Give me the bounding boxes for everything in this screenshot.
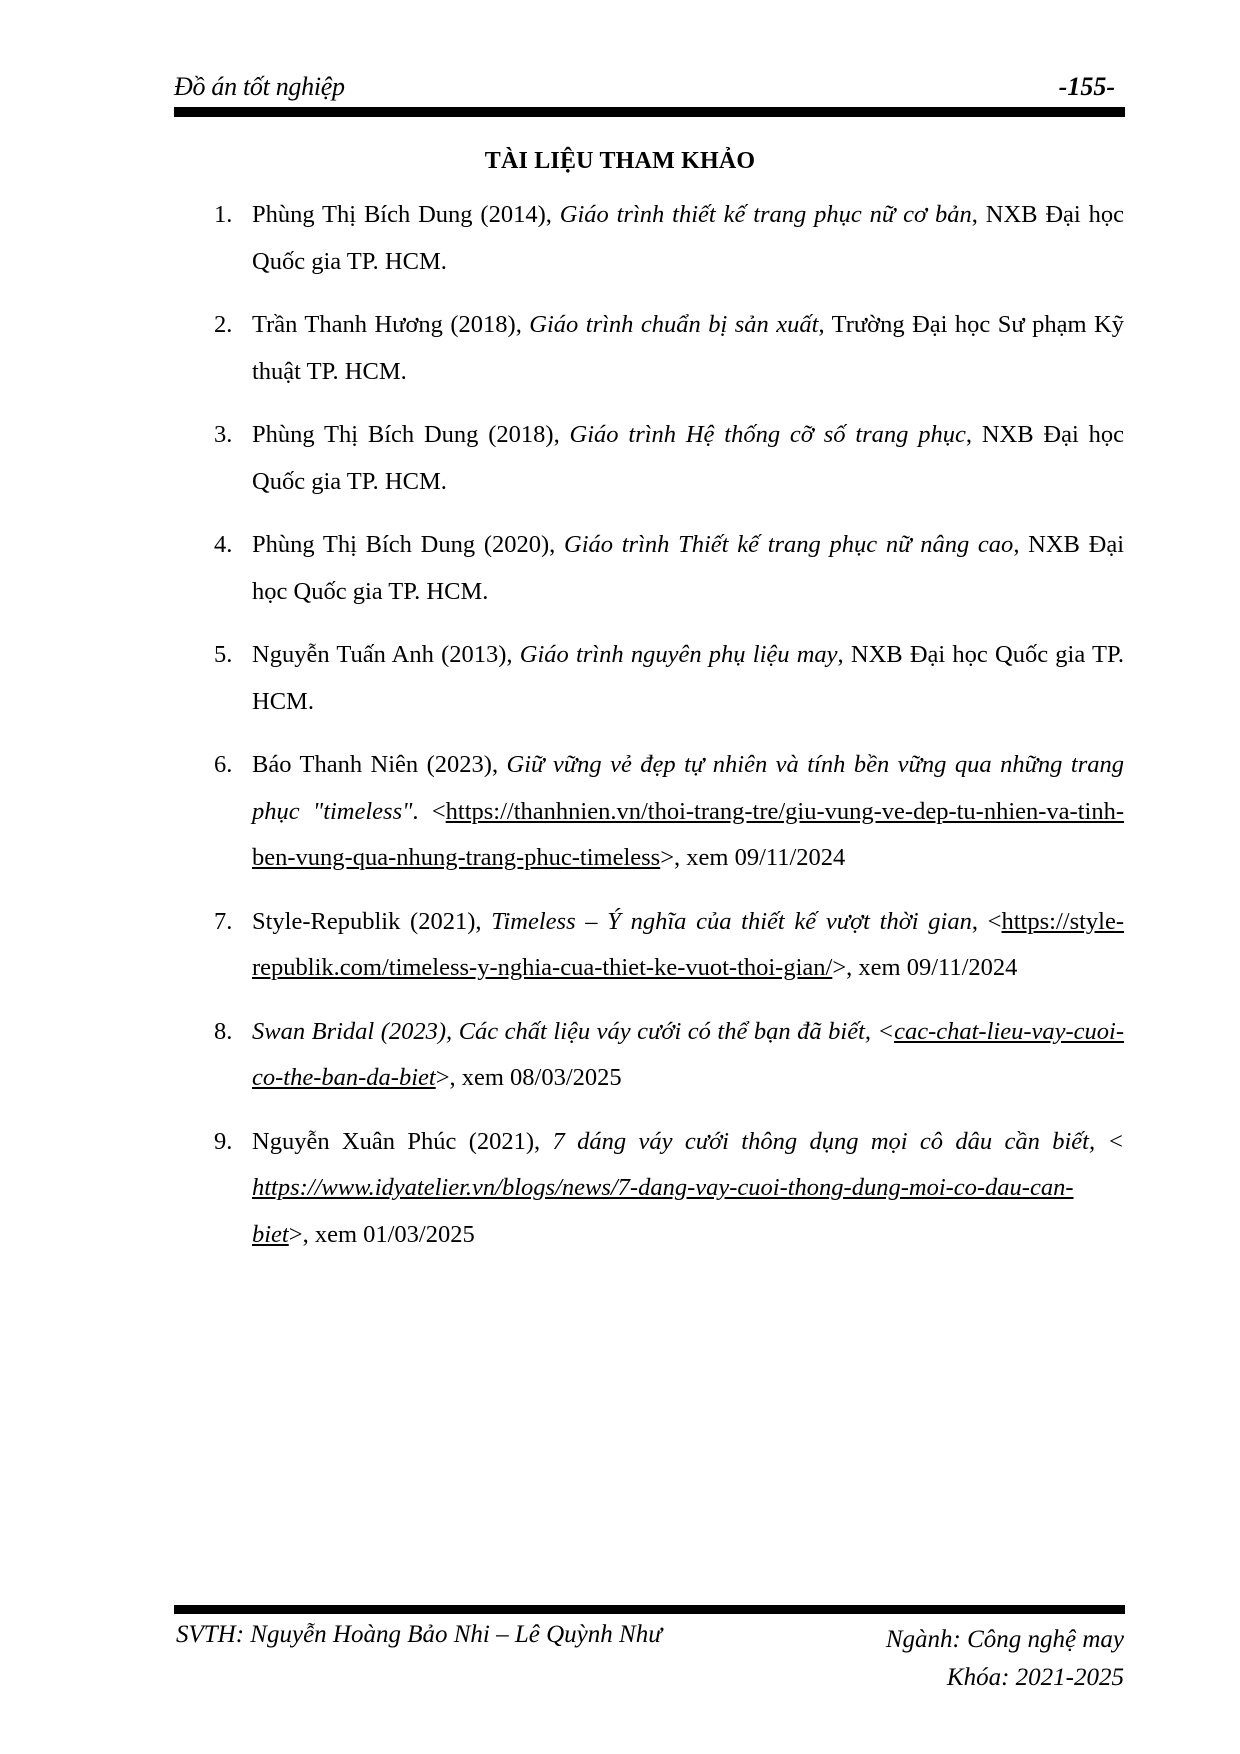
reference-list (214, 192, 1124, 1275)
reference-number: 4. (214, 531, 233, 558)
reference-title: Giáo trình chuẩn bị sản xuất (529, 311, 819, 338)
reference-number: 2. (214, 311, 233, 338)
reference-link[interactable]: cac-chat-lieu-vay-cuoi-co-the-ban-da-biet (252, 1017, 1124, 1091)
reference-item: 5. Nguyễn Tuấn Anh (2013), Giáo trình nguyên phụ liệu may, NXB Đại học Quốc gia TP. HCM. (214, 632, 1124, 725)
reference-item: 4. Phùng Thị Bích Dung (2020), Giáo trình Thiết kế trang phục nữ nâng cao, NXB Đại học Quốc gia TP. HCM. (214, 522, 1124, 615)
reference-title: Timeless – Ý nghĩa của thiết kế vượt thời gian (491, 907, 972, 935)
reference-number: 1. (214, 201, 233, 228)
reference-title: Giáo trình thiết kế trang phục nữ cơ bản (559, 201, 972, 228)
footer-info (886, 1621, 1124, 1697)
reference-number: 6. (214, 751, 233, 778)
reference-link[interactable]: https://www.idyatelier.vn/blogs/news/7-dang-vay-cuoi-thong-dung-moi-co-dau-can-biet (252, 1174, 1074, 1248)
page-number: -155- (1058, 72, 1115, 101)
reference-item: 2. Trần Thanh Hương (2018), Giáo trình chuẩn bị sản xuất, Trường Đại học Sư phạm Kỹ thuật TP. HCM. (214, 302, 1124, 395)
reference-item: 6. Báo Thanh Niên (2023), Giữ vững vẻ đẹp tự nhiên và tính bền vững qua những trang phục "timeless". <https://thanhnien.vn/thoi-trang-tre/giu-vung-ve-dep-tu-nhien-va-tinh-ben-vung-qua-nhung-trang-phuc-timeless>, xem 09/11/2024 (214, 742, 1124, 882)
reference-item: 7. Style-Republik (2021), Timeless – Ý nghĩa của thiết kế vượt thời gian, <https://style-republik.com/timeless-y-nghia-cua-thiet-ke-vuot-thoi-gian/>, xem 09/11/2024 (214, 899, 1124, 992)
reference-item: 9. Nguyễn Xuân Phúc (2021), 7 dáng váy cưới thông dụng mọi cô dâu cần biết, < https://www.idyatelier.vn/blogs/news/7-dang-vay-cuoi-thong-dung-moi-co-dau-can-biet>, xem 01/03/2025 (214, 1119, 1124, 1259)
reference-number: 3. (214, 421, 233, 448)
reference-item: 8. Swan Bridal (2023), Các chất liệu váy cưới có thể bạn đã biết, <cac-chat-lieu-vay-cuoi-co-the-ban-da-biet>, xem 08/03/2025 (214, 1009, 1124, 1102)
reference-number: 9. (214, 1127, 233, 1155)
reference-title: 7 dáng váy cưới thông dụng mọi cô dâu cần biết, < (552, 1127, 1125, 1155)
reference-link[interactable]: https://style-republik.com/timeless-y-nghia-cua-thiet-ke-vuot-thoi-gian/ (252, 907, 1124, 981)
reference-number: 5. (214, 641, 233, 668)
header-title: Đồ án tốt nghiệp (174, 72, 345, 101)
reference-item: 1. Phùng Thị Bích Dung (2014), Giáo trình thiết kế trang phục nữ cơ bản, NXB Đại học Quốc gia TP. HCM. (214, 192, 1124, 285)
reference-link[interactable]: https://thanhnien.vn/thoi-trang-tre/giu-vung-ve-dep-tu-nhien-va-tinh-ben-vung-qua-nhung-trang-phuc-timeless (252, 797, 1124, 871)
reference-title: Giữ vững vẻ đẹp tự nhiên và tính bền vững qua những trang phục "timeless" (252, 751, 1124, 825)
reference-title: Giáo trình Hệ thống cỡ số trang phục (569, 421, 966, 448)
reference-title: Swan Bridal (2023), Các chất liệu váy cưới có thể bạn đã biết, < (252, 1017, 895, 1045)
footer-divider (174, 1605, 1125, 1614)
reference-title: Giáo trình Thiết kế trang phục nữ nâng cao (564, 531, 1014, 558)
footer-major: Ngành: Công nghệ may (885, 1626, 1124, 1653)
reference-number: 8. (214, 1017, 233, 1045)
footer-authors: SVTH: Nguyễn Hoàng Bảo Nhi – Lê Quỳnh Như (176, 1621, 662, 1648)
header-divider (174, 107, 1125, 117)
section-title: TÀI LIỆU THAM KHẢO (484, 148, 756, 174)
footer-course: Khóa: 2021-2025 (946, 1664, 1124, 1691)
reference-item: 3. Phùng Thị Bích Dung (2018), Giáo trình Hệ thống cỡ số trang phục, NXB Đại học Quốc gia TP. HCM. (214, 412, 1124, 505)
reference-number: 7. (214, 907, 233, 935)
reference-title: Giáo trình nguyên phụ liệu may (519, 641, 838, 668)
